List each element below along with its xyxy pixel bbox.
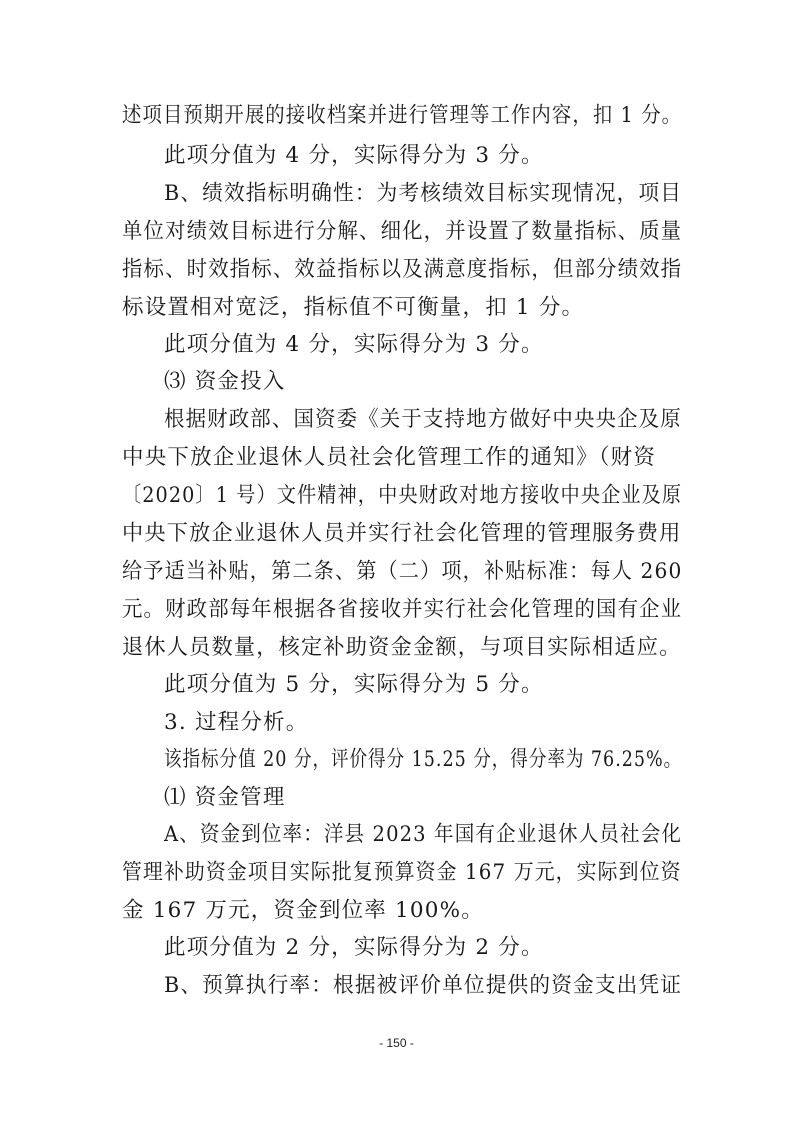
text-line: 该指标分值 20 分，评价得分 15.25 分，得分率为 76.25%。 [164, 747, 683, 772]
section-heading: 3. 过程分析。 [164, 710, 309, 735]
text-line: 〔2020〕1 号）文件精神，中央财政对地方接收中央企业及原 [122, 483, 683, 508]
section-heading: ⑴ 资金管理 [164, 785, 286, 810]
text-line: 中央下放企业退休人员并实行社会化管理的管理服务费用 [122, 521, 682, 546]
text-line: 指标、时效指标、效益指标以及满意度指标，但部分绩效指 [122, 257, 683, 282]
text-line: 此项分值为 2 分，实际得分为 2 分。 [164, 935, 544, 960]
text-line: 述项目预期开展的接收档案并进行管理等工作内容，扣 1 分。 [122, 103, 683, 128]
text-line: 此项分值为 4 分，实际得分为 3 分。 [164, 332, 544, 357]
text-line: 中央下放企业退休人员社会化管理工作的通知》（财资 [122, 445, 657, 470]
page-number: - 150 - [379, 1036, 414, 1050]
text-line: B、预算执行率：根据被评价单位提供的资金支出凭证 [164, 973, 683, 998]
text-line: 此项分值为 4 分，实际得分为 3 分。 [164, 143, 544, 168]
text-line: 此项分值为 5 分，实际得分为 5 分。 [164, 672, 544, 697]
section-heading: ⑶ 资金投入 [164, 369, 286, 394]
text-line: 退休人员数量，核定补助资金金额，与项目实际相适应。 [122, 635, 682, 660]
text-line: 标设置相对宽泛，指标值不可衡量，扣 1 分。 [122, 295, 585, 320]
text-line: B、绩效指标明确性：为考核绩效目标实现情况，项目 [164, 181, 683, 206]
text-line: 给予适当补贴，第二条、第（二）项，补贴标准：每人 260 [122, 559, 683, 584]
text-line: 元。财政部每年根据各省接收并实行社会化管理的国有企业 [122, 597, 683, 622]
text-line: A、资金到位率：洋县 2023 年国有企业退休人员社会化 [164, 822, 683, 847]
text-line: 单位对绩效目标进行分解、细化，并设置了数量指标、质量 [122, 219, 683, 244]
text-line: 根据财政部、国资委《关于支持地方做好中央央企及原 [164, 407, 682, 432]
text-line: 金 167 万元，资金到位率 100%。 [122, 898, 485, 923]
text-line: 管理补助资金项目实际批复预算资金 167 万元，实际到位资 [122, 860, 682, 885]
